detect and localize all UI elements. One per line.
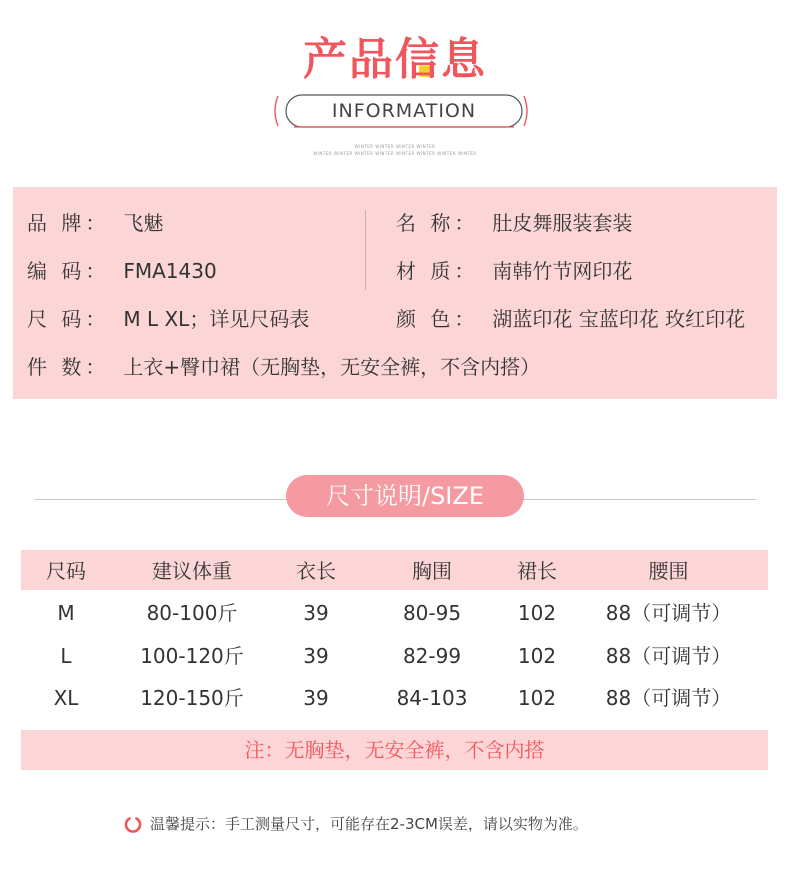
size-row	[27, 305, 309, 333]
page-title	[303, 30, 487, 90]
page-title-text: 产品信息	[303, 34, 487, 85]
col-header-size: 尺码	[46, 559, 86, 583]
material-row	[396, 257, 632, 285]
table-cell-top-length: 39	[303, 601, 329, 625]
code-row	[27, 257, 217, 285]
size-section-heading: 尺寸说明/SIZE	[286, 475, 524, 517]
refresh-ring-icon	[124, 815, 142, 833]
table-cell-weight: 80-100斤	[146, 601, 238, 625]
col-header-weight: 建议体重	[152, 559, 232, 583]
table-cell-top-length: 39	[303, 644, 329, 668]
table-cell-weight: 120-150斤	[140, 686, 244, 710]
table-cell-skirt-length: 102	[517, 601, 557, 625]
size-value: M L XL；详见尺码表	[123, 307, 310, 331]
pieces-value: 上衣+臀巾裙（无胸垫，无安全裤，不含内搭）	[123, 355, 541, 379]
brand-value: 飞魅	[123, 211, 164, 235]
header-title-wrap	[0, 30, 790, 90]
decor-text-line-1: WINTER WINTER WINTER WINTER	[354, 144, 436, 149]
brand-label: 品 牌：	[27, 211, 110, 235]
pieces-row	[27, 353, 540, 381]
table-cell-skirt-length: 102	[517, 686, 557, 710]
size-label: 尺 码：	[27, 307, 110, 331]
table-cell-top-length: 39	[303, 686, 329, 710]
table-cell-bust: 82-99	[402, 644, 462, 668]
table-cell-bust: 84-103	[396, 686, 468, 710]
pieces-label: 件 数：	[27, 355, 110, 379]
info-divider	[365, 210, 366, 290]
name-row	[396, 209, 632, 237]
name-value: 肚皮舞服装套装	[492, 211, 633, 235]
table-cell-weight: 100-120斤	[140, 644, 244, 668]
material-value: 南韩竹节网印花	[492, 259, 633, 283]
name-label: 名 称：	[396, 211, 479, 235]
col-header-skirt-length: 裙长	[517, 559, 557, 583]
tip-text: 温馨提示：手工测量尺寸，可能存在2-3CM误差，请以实物为准。	[150, 815, 588, 833]
material-label: 材 质：	[396, 259, 479, 283]
table-cell-size: L	[60, 644, 72, 668]
table-cell-bust: 80-95	[402, 601, 462, 625]
color-value: 湖蓝印花 宝蓝印花 玫红印花	[492, 307, 746, 331]
color-row	[396, 305, 745, 333]
note-text: 注：无胸垫，无安全裤，不含内搭	[244, 738, 545, 762]
table-cell-size: XL	[53, 686, 79, 710]
subtitle: INFORMATION	[331, 100, 477, 122]
brand-row	[27, 209, 163, 237]
code-value: FMA1430	[123, 259, 217, 283]
color-label: 颜 色：	[396, 307, 479, 331]
col-header-top-length: 衣长	[296, 559, 336, 583]
col-header-bust: 胸围	[412, 559, 452, 583]
table-cell-skirt-length: 102	[517, 644, 557, 668]
code-label: 编 码：	[27, 259, 110, 283]
table-cell-size: M	[57, 601, 75, 625]
table-cell-waist: 88（可调节）	[605, 686, 732, 710]
table-cell-waist: 88（可调节）	[605, 601, 732, 625]
decor-text-line-2: WINTER WINTER WINTER WINTER WINTER WINTER WINTER WINTER	[313, 151, 477, 156]
table-cell-waist: 88（可调节）	[605, 644, 732, 668]
col-header-waist: 腰围	[648, 559, 689, 583]
